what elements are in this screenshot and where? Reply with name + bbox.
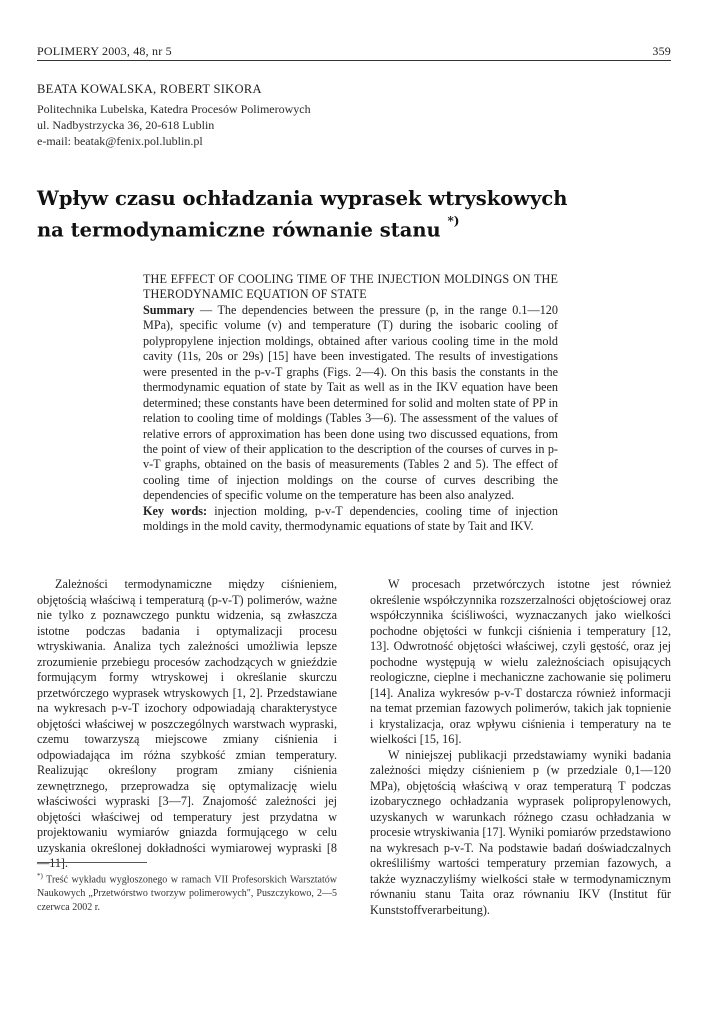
header-rule (37, 60, 671, 61)
affiliation-email: e-mail: beatak@fenix.pol.lublin.pl (37, 134, 203, 148)
title-line-2-text: na termodynamiczne równanie stanu (37, 218, 441, 242)
keywords-text: injection molding, p-v-T dependencies, cooling time of injection moldings in the mold cavity, thermodynamic equations of state by Tait and IKV. (143, 503, 558, 534)
affiliation-block (37, 101, 311, 149)
summary-label: Summary (143, 302, 195, 317)
journal-citation: POLIMERY 2003, 48, nr 5 (37, 44, 172, 58)
body-paragraph: W niniejszej publikacji przedstawiamy wyniki badania zależności między ciśnieniem p (w przedziale 0,1—120 MPa), objętością właściwą v oraz temperaturą T podczas izobarycznego ochładzania wyprasek polipropylenowych, uzyskanych w warunkach różnego czasu ochładzania w procesie wtryskiwania [17]. Wyniki pomiarów przedstawiono na wykresach p-v-T. Na podstawie badań doświadczalnych określiliśmy wartości temperatury przemian fazowych, a także wyznaczyliśmy wielkości stałe w termodynamicznym równaniu stanu Taita oraz równaniu IKV (Institut für Kunststoffverarbeitung). (370, 747, 671, 917)
summary-paragraph (143, 303, 558, 504)
abstract-block (143, 272, 558, 535)
footnote-rule (37, 862, 147, 863)
footnote-marker: *) (37, 872, 43, 880)
keywords-label: Key words: (143, 503, 208, 518)
body-column-right (370, 577, 671, 918)
body-paragraph: W procesach przetwórczych istotne jest również określenie współczynnika rozszerzalności objętościowej oraz współczynnika ściśliwości, wyznaczanych jako wielkości pochodne objętości w funkcji ciśnienia i temperatury [12, 13]. Odwrotność objętości właściwej, czyli gęstość, oraz jej pochodne występują w wielu zależnościach opisujących reologiczne, cieplne i mechaniczne zachowanie się polimeru [14]. Analiza wykresów p-v-T dostarcza również informacji na temat przemian fazowych polimerów, takich jak topnienie i krystalizacja, oraz wpływu ciśnienia i temperatury na te wielkości [15, 16]. (370, 577, 671, 746)
english-title: THE EFFECT OF COOLING TIME OF THE INJECTION MOLDINGS ON THE THERODYNAMIC EQUATION OF STATE (143, 272, 558, 302)
affiliation-institution: Politechnika Lubelska, Katedra Procesów Polimerowych (37, 102, 311, 116)
keywords-paragraph (143, 504, 558, 535)
article-title (37, 186, 567, 244)
title-line-1: Wpływ czasu ochładzania wyprasek wtryskowych (37, 187, 568, 210)
affiliation-address: ul. Nadbystrzycka 36, 20-618 Lublin (37, 118, 215, 132)
title-line-2 (37, 212, 567, 244)
title-footnote-marker: *) (447, 214, 460, 228)
page-number: 359 (652, 44, 671, 58)
summary-text: — The dependencies between the pressure (p, in the range 0.1—120 MPa), specific volume (v) and temperature (T) during the isobaric cooling of polypropylene injection moldings, obtained after various cooling time in the mold cavity (11s, 20s or 29s) [15] have been investigated. The results of investigations were presented in the p-v-T graphs (Figs. 2—4). On this basis the constants in the thermodynamic equation of state by Tait as well as in the IKV equation have been determined; these constants have been determined for solid and molten state of PP in relation to cooling time of moldings (Tables 3—6). The assessment of the values of relative errors of approximation has been done using two discussed equations, from the point of view of their application to the description of the courses of curves in p-v-T graphs, obtained on the basis of measurements (Tables 2 and 5). The effect of cooling time of injection moldings on the course of curves describing the dependencies of specific volume on the temperature has been also analyzed. (143, 302, 558, 503)
body-paragraph: Zależności termodynamiczne między ciśnieniem, objętością właściwą i temperaturą (p-v-T) polimerów, ważne nie tylko z poznawczego punktu widzenia, są zwłaszcza istotne podczas badania i optymalizacji procesu wtryskiwania. Analiza tych zależności umożliwia lepsze zrozumienie przebiegu procesów zachodzących w gnieździe formującym formy wtryskowej i określanie skurczu przetwórczego wyprasek wtryskowych [1, 2]. Przedstawiane na wykresach p-v-T izochory odpowiadają charakterystyce objętości właściwej w poszczególnych warstwach wypraski, czemu towarzyszą miejscowe zmiany ciśnienia i odpowiadająca im różna szybkość zmian temperatury. Realizując określony program zmiany ciśnienia zewnętrznego, przeprowadza się optymalizację wielu właściwości wypraski [3—7]. Znajomość zależności jej objętości właściwej od temperatury jest przydatna w projektowaniu wymiarów gniazda formującego w celu uzyskania określonej dokładności wymiarowej wypraski [8—11]. (37, 577, 337, 870)
author-names: BEATA KOWALSKA, ROBERT SIKORA (37, 82, 262, 96)
footnote-text: Treść wykładu wygłoszonego w ramach VII Profesorskich Warsztatów Naukowych „Przetwórstwo tworzyw polimerowych", Puszczykowo, 2—5 czerwca 2002 r. (37, 874, 337, 914)
footnote (37, 869, 337, 915)
body-column-left (37, 577, 337, 872)
